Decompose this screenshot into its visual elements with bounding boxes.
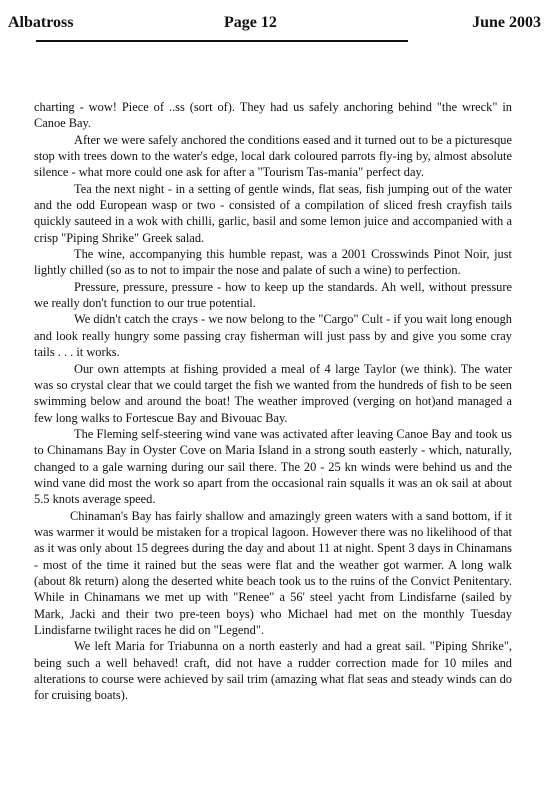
page-header bbox=[8, 10, 545, 36]
paragraph: Pressure, pressure, pressure - how to keep up the standards. Ah well, without pressure we really don't function to our true potential. bbox=[34, 279, 512, 311]
paragraph: The wine, accompanying this humble repast, was a 2001 Crosswinds Pinot Noir, just lightly chilled (so as to not to impair the nose and palate of such a wine) to perfection. bbox=[34, 247, 512, 278]
paragraph: Tea the next night - in a setting of gentle winds, flat seas, fish jumping out of the water and the odd European wasp or two - consisted of a compilation of sliced fresh crayfish tails quickly sauteed in a wok with chilli, garlic, basil and some lemon juice and accompanied with a crisp "Piping Shrike" Greek salad. bbox=[34, 181, 512, 245]
paragraph: Our own attempts at fishing provided a meal of 4 large Taylor (we think). The water was so crystal clear that we could target the fish we wanted from the hundreds of fish to be seen swimming below and around the boat! The weather improved (verging on hot)and managed a few long walks to Fortescue Bay and Bivouac Bay. bbox=[34, 361, 512, 425]
publication-title: Albatross bbox=[8, 14, 74, 31]
paragraph: After we were safely anchored the conditions eased and it turned out to be a picturesque stop with trees down to the water's edge, local dark coloured parrots fly-ing by, almost absolute silence - what more could one ask for after a "Tourism Tas-mania" perfect day. bbox=[34, 132, 512, 180]
article-body bbox=[34, 99, 512, 704]
paragraph: Chinaman's Bay has fairly shallow and amazingly green waters with a sand bottom, if it was warmer it would be mistaken for a tropical lagoon. However there was no likelihood of that as it was only about 15 degrees during the day and about 11 at night. Spent 3 days in Chinamans - most of the time it rained but the seas were flat and the weather got warmer. A long walk (about 8k return) along the deserted white beach took us to the ruins of the Convict Penitentary. While in Chinamans we met up with "Renee" a 56' steel yacht from Lindisfarne (sailed by Mark, Jacki and their two pre-teen boys) who Michael had met on the monthly Tuesday Lindisfarne twilight races he did on "Legend". bbox=[34, 508, 512, 637]
page-number: Page 12 bbox=[224, 14, 277, 31]
header-rule bbox=[36, 40, 408, 42]
issue-date: June 2003 bbox=[472, 14, 541, 31]
paragraph: The Fleming self-steering wind vane was activated after leaving Canoe Bay and took us to Chinamans Bay in Oyster Cove on Maria Island in a strong south easterly - which, naturally, changed to a gale warning during our sail there. The 20 - 25 kn winds were behind us and the wind vane did most the work so apart from the occasional rain squalls it was an ok sail at about 5.5 knots average speed. bbox=[34, 426, 512, 507]
paragraph: charting - wow! Piece of ..ss (sort of). They had us safely anchoring behind "the wreck" in Canoe Bay. bbox=[34, 100, 512, 131]
paragraph: We didn't catch the crays - we now belong to the "Cargo" Cult - if you wait long enough and look really hungry some passing cray fisherman will just pass by and give you some cray tails . . . it works. bbox=[34, 312, 512, 360]
paragraph: We left Maria for Triabunna on a north easterly and had a great sail. "Piping Shrike", being such a well behaved! craft, did not have a rudder correction made for 10 miles and alterations to course were achieved by sail trim (amazing what flat seas and steady winds can do for cruising boats). bbox=[34, 639, 512, 703]
